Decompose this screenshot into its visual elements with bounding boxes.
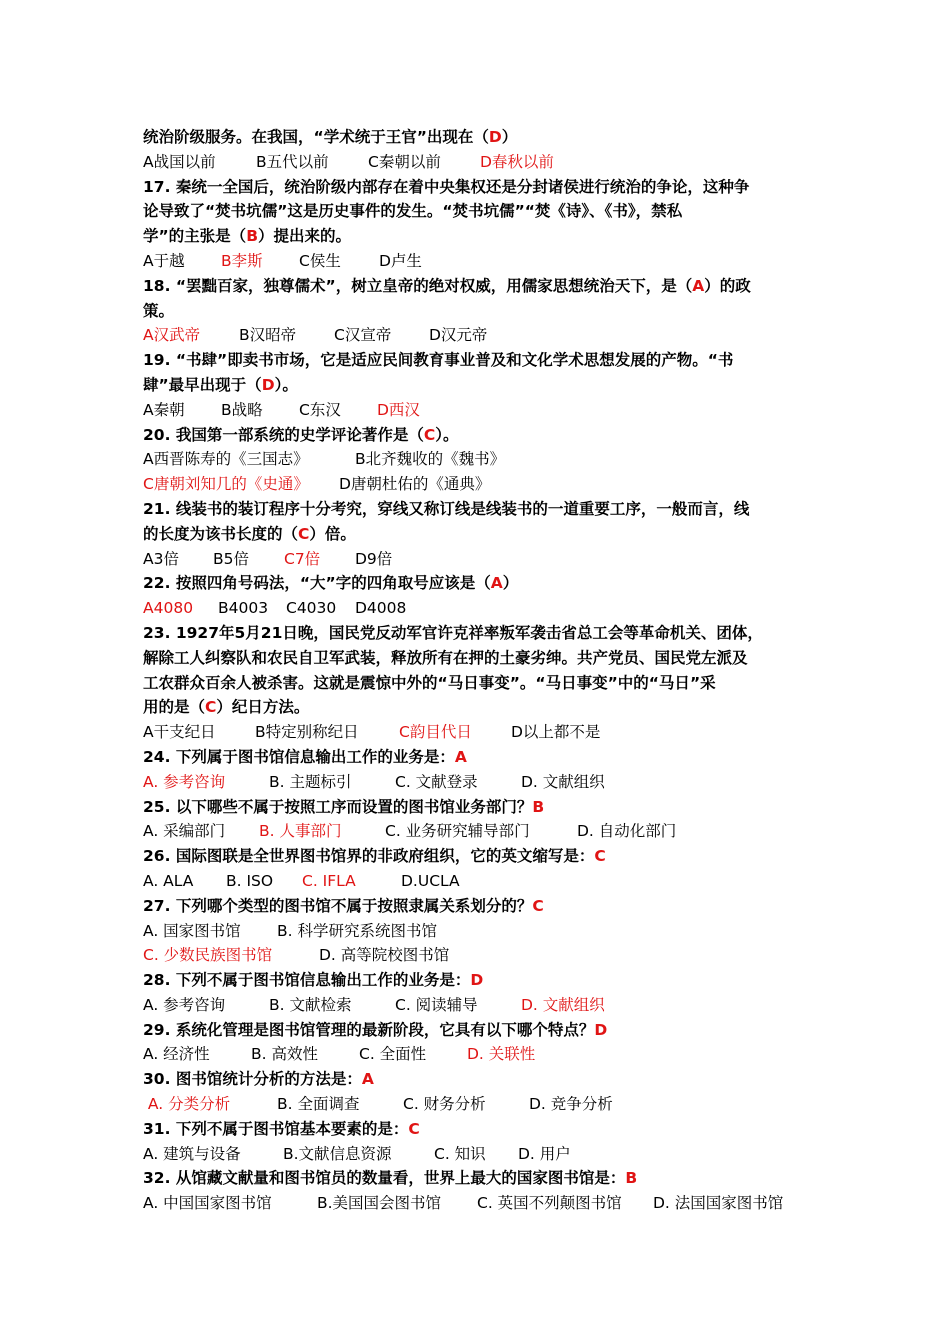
- option-correct: C韵目代日: [399, 723, 472, 742]
- question-text: 28. 下列不属于图书馆信息输出工作的业务是：: [143, 971, 471, 990]
- option: A. ALA: [143, 871, 194, 890]
- question-text: ）。: [435, 425, 459, 444]
- options-line: [143, 1191, 808, 1216]
- question-text: ）的政: [704, 276, 751, 295]
- question-line: [143, 199, 808, 224]
- answer-letter: A: [454, 747, 467, 766]
- option-correct: D春秋以前: [480, 152, 554, 171]
- option: D唐朝杜佑的《通典》: [339, 475, 491, 494]
- question-text: 22. 按照四角号码法，“大”字的四角取号应该是（: [143, 574, 491, 593]
- answer-letter: D: [261, 375, 275, 394]
- option-correct: A. 参考咨询: [143, 772, 226, 791]
- question-text: 25. 以下哪些不属于按照工序而设置的图书馆业务部门？: [143, 797, 533, 816]
- option: D.UCLA: [401, 871, 460, 890]
- option: C东汉: [299, 400, 341, 419]
- question-text: ）: [502, 574, 519, 593]
- option: B. 高效性: [251, 1045, 318, 1064]
- question-text: ）。: [274, 375, 298, 394]
- answer-letter: D: [594, 1020, 608, 1039]
- question-text: 27. 下列哪个类型的图书馆不属于按照隶属关系划分的？: [143, 896, 533, 915]
- option: D以上都不是: [511, 723, 601, 742]
- answer-letter: B: [625, 1169, 638, 1188]
- options-line: [143, 869, 808, 894]
- answer-letter: A: [361, 1070, 374, 1089]
- question-line: [143, 274, 808, 299]
- question-text: 24. 下列属于图书馆信息输出工作的业务是：: [143, 747, 455, 766]
- option: A. 建筑与设备: [143, 1144, 241, 1163]
- option: A3倍: [143, 549, 179, 568]
- option: D卢生: [379, 251, 422, 270]
- option: C. 英国不列颠图书馆: [477, 1194, 622, 1213]
- question-text: 学”的主张是（: [143, 227, 247, 246]
- options-line: [143, 547, 808, 572]
- answer-letter: C: [408, 1119, 420, 1138]
- question-text: 20. 我国第一部系统的史学评论著作是（: [143, 425, 424, 444]
- options-line: [143, 472, 808, 497]
- option: C. 阅读辅导: [395, 995, 478, 1014]
- option: B4003: [218, 599, 269, 618]
- options-line: [143, 150, 808, 175]
- question-text: 论导致了“焚书坑儒”这是历史事件的发生。“焚书坑儒”“焚《诗》、《书》，禁私: [143, 202, 683, 221]
- option: C. 全面性: [359, 1045, 427, 1064]
- options-line: [143, 1042, 808, 1067]
- question-line: [143, 497, 808, 522]
- option: C. 文献登录: [395, 772, 478, 791]
- question-text: 统治阶级服务。在我国，“学术统于王官”出现在（: [143, 128, 489, 146]
- option-correct: A汉武帝: [143, 326, 201, 345]
- options-line: [143, 323, 808, 348]
- option: B北齐魏收的《魏书》: [355, 450, 506, 469]
- question-line: [143, 373, 808, 398]
- option: B. 科学研究系统图书馆: [277, 921, 437, 940]
- option: B. 文献检索: [269, 995, 352, 1014]
- option: B.美国国会图书馆: [317, 1194, 442, 1213]
- option: A战国以前: [143, 152, 216, 171]
- answer-letter: B: [246, 227, 259, 246]
- option: A. 采编部门: [143, 822, 226, 841]
- answer-letter: A: [692, 276, 705, 295]
- question-text: 32. 从馆藏文献量和图书馆员的数量看，世界上最大的国家图书馆是：: [143, 1169, 626, 1188]
- option: D汉元帝: [429, 326, 488, 345]
- options-line: [143, 447, 808, 472]
- question-line: [143, 1067, 808, 1092]
- option-correct: D. 关联性: [467, 1045, 536, 1064]
- options-line: [143, 1142, 808, 1167]
- option: C侯生: [299, 251, 341, 270]
- option: C汉宣帝: [334, 326, 392, 345]
- question-line: [143, 745, 808, 770]
- option: C. 知识: [434, 1144, 486, 1163]
- option-correct: C唐朝刘知几的《史通》: [143, 475, 309, 494]
- option: A. 经济性: [143, 1045, 210, 1064]
- option: B5倍: [213, 549, 249, 568]
- option: D. 用户: [518, 1144, 571, 1163]
- question-line: [143, 1117, 808, 1142]
- question-line: [143, 348, 808, 373]
- question-text: ）倍。: [309, 524, 356, 543]
- option: B特定别称纪日: [255, 723, 359, 742]
- question-text: ）: [501, 128, 518, 146]
- question-line: [143, 646, 808, 671]
- option: B. ISO: [226, 871, 274, 890]
- question-line: [143, 671, 808, 696]
- options-line: [143, 943, 808, 968]
- option: D. 自动化部门: [577, 822, 677, 841]
- options-line: [143, 819, 808, 844]
- question-text: 用的是（: [143, 698, 206, 717]
- option-correct: A4080: [143, 599, 194, 618]
- option: A秦朝: [143, 400, 185, 419]
- answer-letter: C: [298, 524, 310, 543]
- question-line: [143, 844, 808, 869]
- options-line: [143, 1092, 808, 1117]
- option: A于越: [143, 251, 185, 270]
- answer-letter: C: [532, 896, 544, 915]
- question-line: [143, 894, 808, 919]
- option-correct: D西汉: [377, 400, 420, 419]
- document-page: [143, 125, 808, 1216]
- question-line: [143, 621, 808, 646]
- options-line: [143, 596, 808, 621]
- answer-letter: D: [488, 128, 502, 146]
- question-line: [143, 224, 808, 249]
- question-text: 17. 秦统一全国后，统治阶级内部存在着中央集权还是分封诸侯进行统治的争论，这种争: [143, 177, 750, 196]
- question-text: 26. 国际图联是全世界图书馆界的非政府组织，它的英文缩写是：: [143, 847, 595, 866]
- answer-letter: C: [594, 847, 606, 866]
- question-line: [143, 795, 808, 820]
- option: B. 全面调查: [277, 1095, 360, 1114]
- option: C. 财务分析: [403, 1095, 486, 1114]
- options-line: [143, 770, 808, 795]
- question-line: [143, 968, 808, 993]
- option: B战略: [221, 400, 263, 419]
- option-correct: C. 少数民族图书馆: [143, 946, 273, 965]
- answer-letter: C: [205, 698, 217, 717]
- question-text: ）提出来的。: [258, 227, 352, 246]
- question-line: [143, 175, 808, 200]
- option-correct: B李斯: [221, 251, 263, 270]
- question-line: [143, 695, 808, 720]
- option: A干支纪日: [143, 723, 216, 742]
- question-text: 21. 线装书的装订程序十分考究，穿线又称订线是线装书的一道重要工序，一般而言，线: [143, 499, 750, 518]
- option-correct: A. 分类分析: [143, 1095, 231, 1114]
- question-text: 23. 1927年5月21日晚，国民党反动军官许克祥率叛军袭击省总工会等革命机关、团体，: [143, 623, 763, 642]
- option-correct: C7倍: [284, 549, 321, 568]
- question-text: 解除工人纠察队和农民自卫军武装，释放所有在押的土豪劣绅。共产党员、国民党左派及: [143, 648, 748, 667]
- option: A西晋陈寿的《三国志》: [143, 450, 309, 469]
- question-text: 的长度为该书长度的（: [143, 524, 299, 543]
- option: D9倍: [355, 549, 393, 568]
- option: B. 主题标引: [269, 772, 352, 791]
- question-text: ）纪日方法。: [216, 698, 310, 717]
- answer-letter: B: [532, 797, 545, 816]
- options-line: [143, 993, 808, 1018]
- question-text: 肆”最早出现于（: [143, 375, 262, 394]
- answer-letter: C: [423, 425, 436, 444]
- option: D. 文献组织: [521, 772, 605, 791]
- options-line: [143, 398, 808, 423]
- question-line: [143, 299, 808, 324]
- question-line: [143, 1166, 808, 1191]
- question-line: [143, 423, 808, 448]
- question-text: 29. 系统化管理是图书馆管理的最新阶段，它具有以下哪个特点？: [143, 1020, 595, 1039]
- options-line: [143, 919, 808, 944]
- option: B汉昭帝: [239, 326, 297, 345]
- option: A. 参考咨询: [143, 995, 226, 1014]
- question-text: 31. 下列不属于图书馆基本要素的是：: [143, 1119, 409, 1138]
- question-line: [143, 571, 808, 596]
- question-text: 策。: [143, 301, 175, 320]
- option: D. 高等院校图书馆: [319, 946, 450, 965]
- answer-letter: D: [470, 971, 484, 990]
- option-correct: D. 文献组织: [521, 995, 605, 1014]
- question-line: [143, 1018, 808, 1043]
- option: D4008: [355, 599, 407, 618]
- option: C. 业务研究辅导部门: [385, 822, 530, 841]
- option: A. 中国国家图书馆: [143, 1194, 272, 1213]
- question-text: 30. 图书馆统计分析的方法是：: [143, 1070, 362, 1089]
- option: A. 国家图书馆: [143, 921, 241, 940]
- option: D. 法国国家图书馆: [653, 1194, 784, 1213]
- options-line: [143, 249, 808, 274]
- option-correct: B. 人事部门: [259, 822, 342, 841]
- options-line: [143, 720, 808, 745]
- answer-letter: A: [490, 574, 503, 593]
- question-line: [143, 125, 808, 150]
- question-text: 工农群众百余人被杀害。这就是震惊中外的“马日事变”。“马日事变”中的“马日”采: [143, 673, 716, 692]
- option: B.文献信息资源: [283, 1144, 392, 1163]
- option: D. 竞争分析: [529, 1095, 613, 1114]
- option: C秦朝以前: [368, 152, 441, 171]
- question-text: 18. “罢黜百家，独尊儒术”，树立皇帝的绝对权威，用儒家思想统治天下，是（: [143, 276, 693, 295]
- question-text: 19. “书肆”即卖书市场，它是适应民间教育事业普及和文化学术思想发展的产物。“书: [143, 351, 734, 370]
- option-correct: C. IFLA: [302, 871, 356, 890]
- question-line: [143, 522, 808, 547]
- option: C4030: [286, 599, 337, 618]
- option: B五代以前: [256, 152, 329, 171]
